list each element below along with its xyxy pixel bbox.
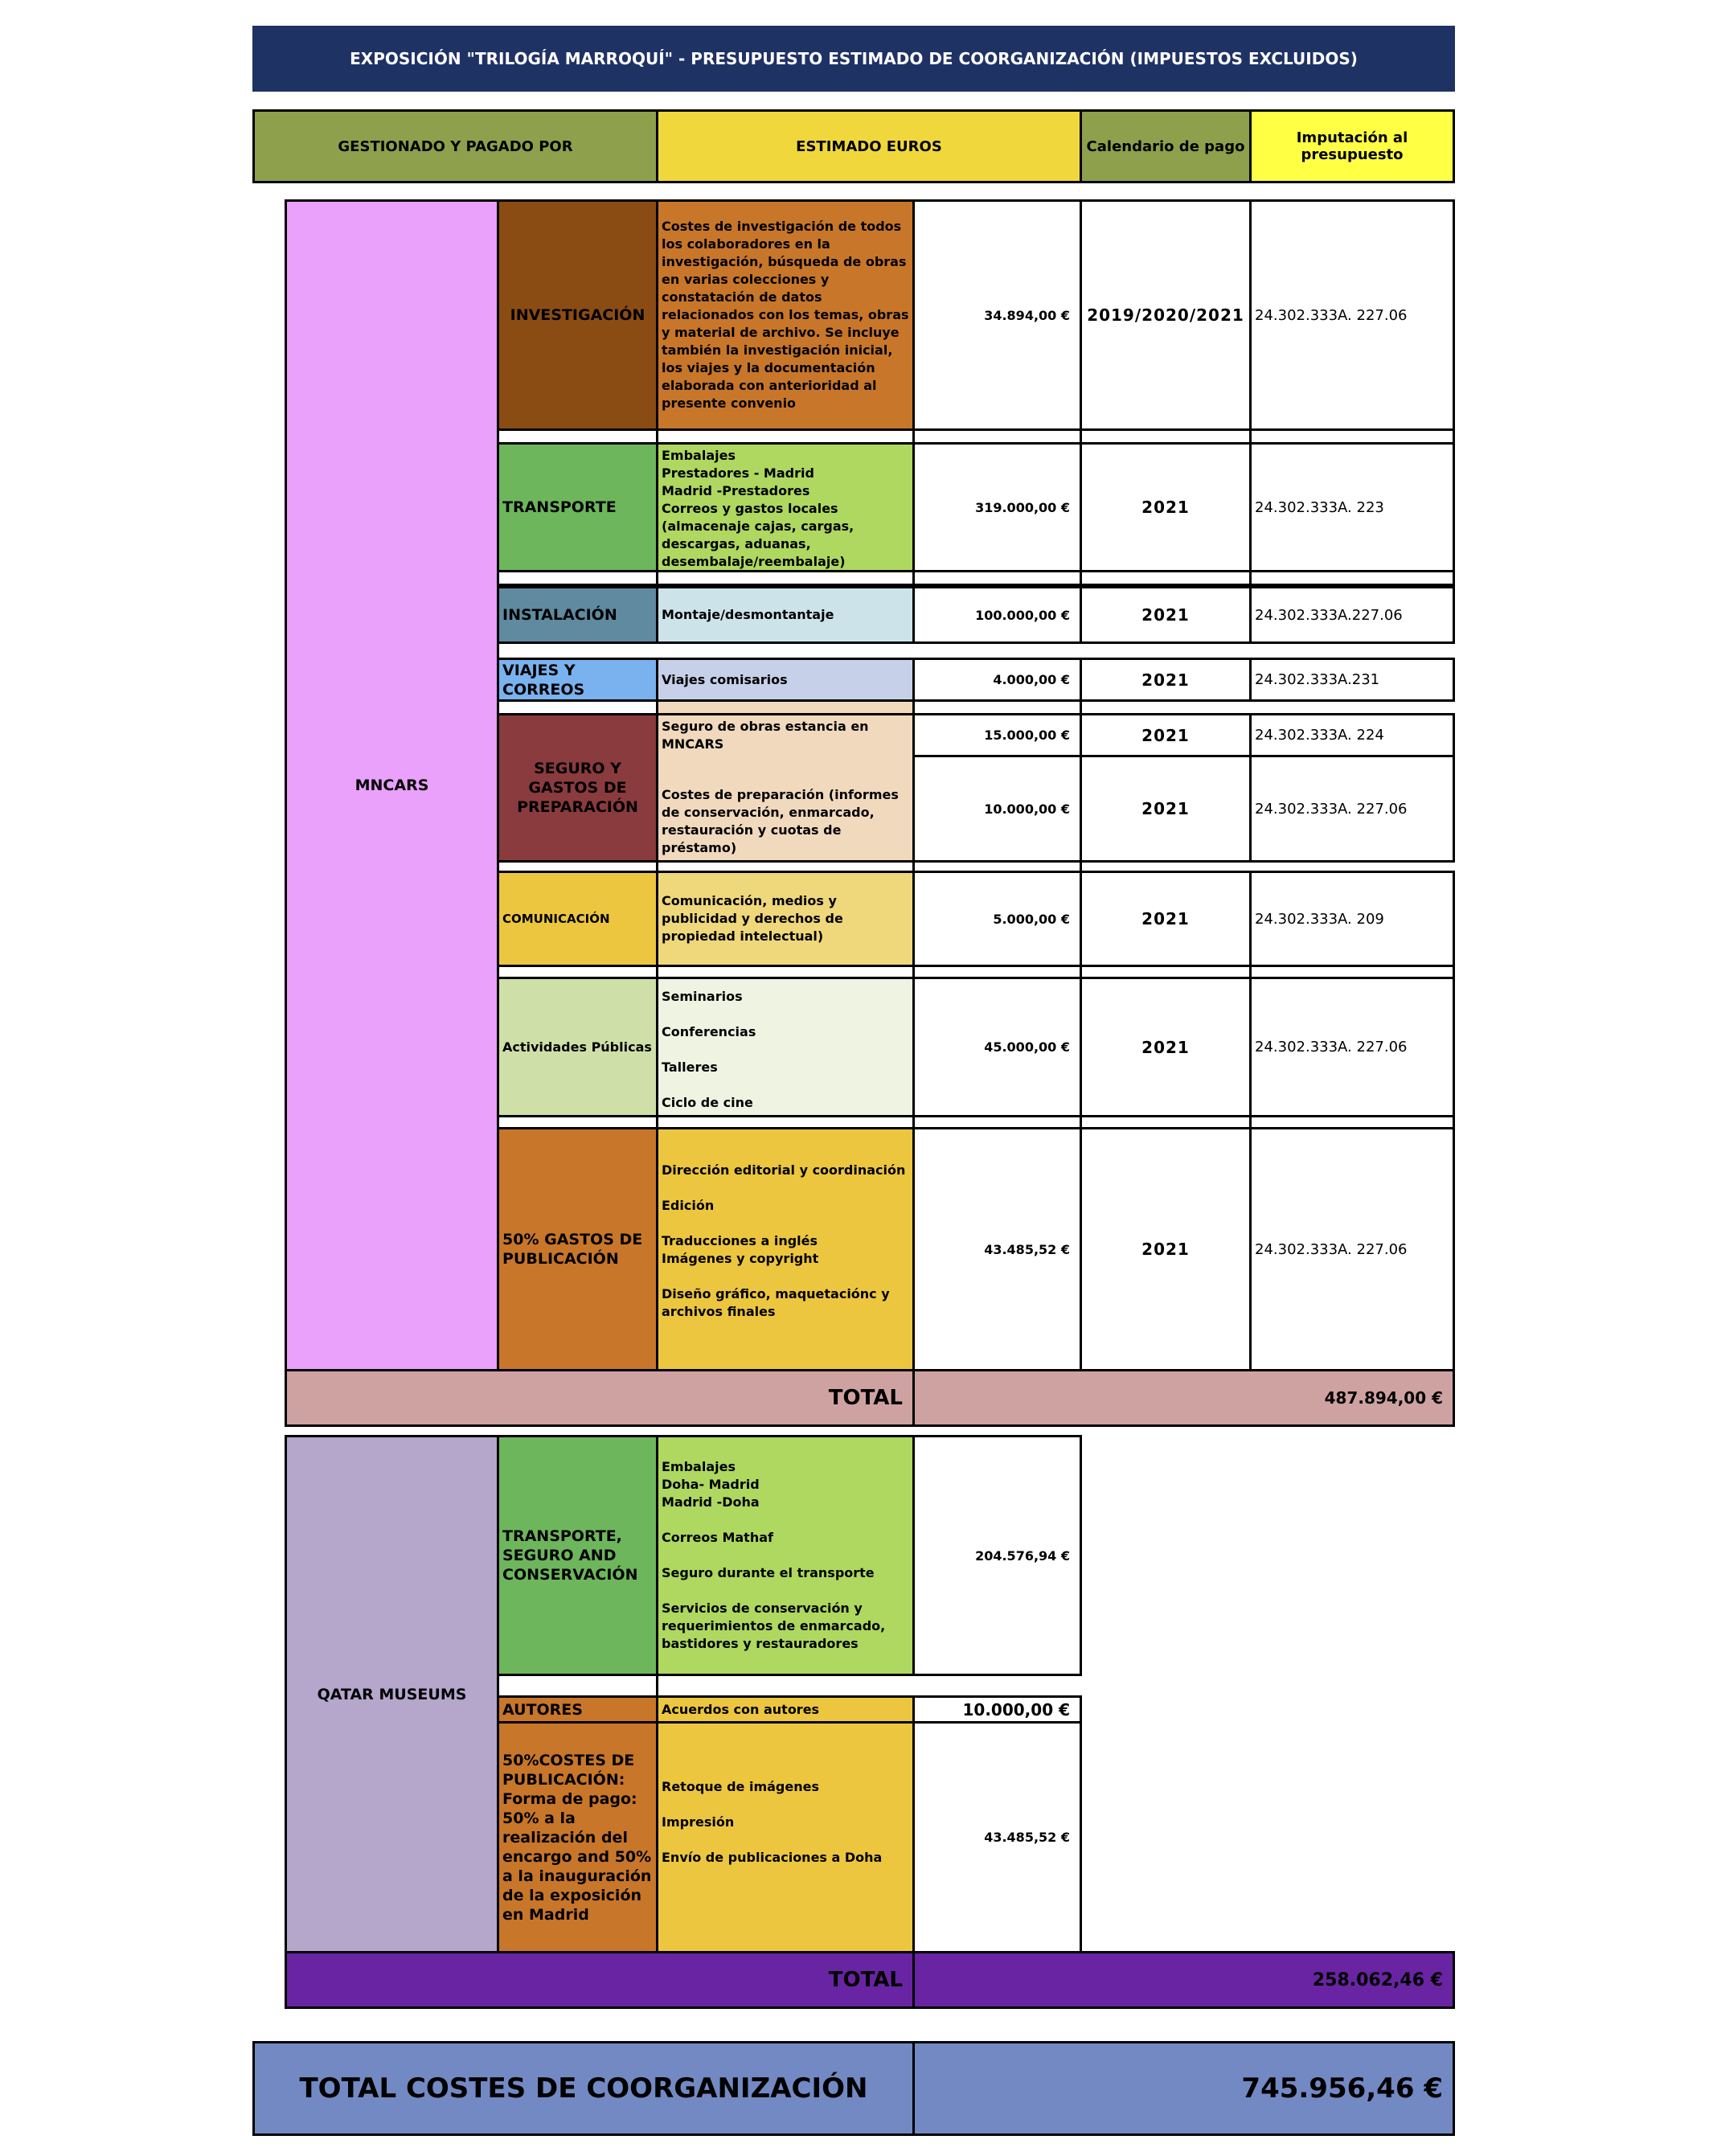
code-value: 24.302.333A. 227.06	[1255, 1240, 1408, 1258]
qatar-label-cell	[285, 1435, 499, 1953]
spacer-row	[497, 570, 658, 586]
code-preparacion	[1249, 755, 1455, 863]
amount-actividades	[912, 977, 1082, 1117]
year-comunicacion	[1080, 871, 1252, 967]
category-label: COMUNICACIÓN	[502, 912, 610, 926]
description-line: Impresión	[662, 1814, 735, 1830]
qatar-total-label-cell	[285, 1951, 915, 2009]
amount-autores	[912, 1695, 1082, 1724]
description-line: Madrid -Doha	[662, 1494, 760, 1510]
code-investigacion	[1249, 199, 1455, 431]
code-value: 24.302.333A. 224	[1255, 727, 1384, 744]
description-actividades	[656, 977, 915, 1117]
code-viajes	[1249, 658, 1455, 702]
category-label: TRANSPORTE	[502, 498, 617, 516]
code-actividades	[1249, 977, 1455, 1117]
category-transporte	[497, 442, 658, 572]
description-investigacion	[656, 199, 915, 431]
category-label: AUTORES	[502, 1700, 583, 1719]
description-line: Diseño gráfico, maquetaciónc y archivos finales	[662, 1286, 890, 1319]
mncars-total-value: 487.894,00 €	[1324, 1388, 1443, 1408]
year-publicacion	[1080, 1127, 1252, 1371]
qatar-label: QATAR MUSEUMS	[317, 1685, 467, 1703]
description-line: Acuerdos con autores	[662, 1701, 820, 1717]
year-value: 2021	[1141, 1240, 1190, 1259]
description-line: Costes de preparación (informes de conservación, enmarcado, restauración y cuotas de préstamo)	[662, 787, 899, 855]
amount-qatar-transporte	[912, 1435, 1082, 1676]
category-investigacion	[497, 199, 658, 431]
amount-value: 43.485,52 €	[984, 1830, 1070, 1845]
amount-investigacion	[912, 199, 1082, 431]
qatar-total-value-cell	[912, 1951, 1455, 2009]
code-value: 24.302.333A. 227.06	[1255, 306, 1408, 324]
amount-value: 43.485,52 €	[984, 1241, 1070, 1257]
year-value: 2019/2020/2021	[1087, 305, 1244, 325]
code-transporte	[1249, 442, 1455, 572]
amount-value: 5.000,00 €	[993, 911, 1070, 927]
year-seguro	[1080, 713, 1252, 757]
amount-value: 45.000,00 €	[984, 1039, 1070, 1055]
page-title	[252, 26, 1455, 92]
year-value: 2021	[1141, 1037, 1190, 1057]
description-line: Madrid -Prestadores	[662, 483, 810, 498]
amount-publicacion	[912, 1127, 1082, 1371]
description-line: Dirección editorial y coordinación	[662, 1162, 906, 1178]
spacer-row	[656, 570, 915, 586]
amount-viajes	[912, 658, 1082, 702]
category-viajes-y-correos	[497, 658, 658, 702]
grand-total-label: TOTAL COSTES DE COORGANIZACIÓN	[299, 2072, 868, 2105]
description-line: Edición	[662, 1198, 715, 1213]
category-label: TRANSPORTE, SEGURO AND CONSERVACIÓN	[502, 1527, 638, 1584]
header-managed-by	[252, 109, 658, 183]
header-managed-by-label: GESTIONADO Y PAGADO POR	[338, 137, 573, 155]
code-comunicacion	[1249, 871, 1455, 967]
code-value: 24.302.333A.231	[1255, 671, 1380, 688]
header-schedule	[1080, 109, 1252, 183]
year-viajes	[1080, 658, 1252, 702]
grand-total-value: 745.956,46 €	[1241, 2072, 1443, 2105]
amount-value: 10.000,00 €	[962, 1699, 1070, 1719]
amount-value: 10.000,00 €	[984, 801, 1070, 817]
year-transporte	[1080, 442, 1252, 572]
description-line: Doha- Madrid	[662, 1477, 760, 1492]
category-autores	[497, 1695, 658, 1724]
amount-seguro	[912, 713, 1082, 757]
description-line: Viajes comisarios	[662, 671, 788, 687]
mncars-label: MNCARS	[355, 777, 429, 794]
description-line: Talleres	[662, 1060, 718, 1075]
description-transporte	[656, 442, 915, 572]
grand-total-label-cell	[252, 2041, 915, 2136]
amount-value: 100.000,00 €	[975, 607, 1070, 623]
description-line: Embalajes	[662, 1459, 736, 1474]
description-line: Seguro durante el transporte	[662, 1565, 875, 1580]
amount-value: 4.000,00 €	[993, 672, 1070, 687]
code-value: 24.302.333A. 209	[1255, 910, 1384, 928]
description-line: Costes de investigación de todos los colaboradores en la investigación, búsqueda de obras en varias colecciones y constatación de datos relacionados con los temas, obras y material de archivo. Se incluye también la investigación inicial, los viajes y la documentación elaborada con anterioridad al presente convenio	[662, 219, 909, 411]
spacer-row	[1080, 570, 1252, 586]
amount-value: 319.000,00 €	[975, 499, 1070, 515]
description-viajes	[656, 658, 915, 702]
description-line: Seminarios	[662, 989, 743, 1004]
year-value: 2021	[1141, 670, 1190, 690]
mncars-total-label: TOTAL	[828, 1386, 903, 1410]
year-preparacion	[1080, 755, 1252, 863]
category-costes-publicacion	[497, 1721, 658, 1953]
category-label: Actividades Públicas	[502, 1039, 652, 1055]
description-line: Embalajes	[662, 448, 736, 463]
description-autores	[656, 1695, 915, 1724]
code-value: 24.302.333A. 223	[1255, 498, 1384, 516]
header-imputation-label: Imputación al presupuesto	[1296, 129, 1408, 163]
amount-instalacion	[912, 586, 1082, 644]
description-line: Correos y gastos locales (almacenaje cajas, cargas, descargas, aduanas, desembalaje/reembalaje)	[662, 501, 854, 569]
description-instalacion	[656, 586, 915, 644]
category-label: INVESTIGACIÓN	[510, 306, 645, 324]
description-line: Servicios de conservación y requerimientos de enmarcado, bastidores y restauradores	[662, 1601, 886, 1651]
description-comunicacion	[656, 871, 915, 967]
description-line: Ciclo de cine	[662, 1095, 753, 1110]
description-line: Comunicación, medios y publicidad y derechos de propiedad intelectual)	[662, 893, 843, 944]
description-publicacion	[656, 1127, 915, 1371]
mncars-total-value-cell	[912, 1369, 1455, 1427]
spacer-row	[497, 1674, 658, 1698]
year-value: 2021	[1141, 498, 1190, 517]
amount-comunicacion	[912, 871, 1082, 967]
amount-value: 204.576,94 €	[975, 1547, 1070, 1564]
year-value: 2021	[1141, 909, 1190, 928]
header-estimated	[656, 109, 1082, 183]
amount-costes-publicacion	[912, 1721, 1082, 1953]
qatar-total-value: 258.062,46 €	[1312, 1970, 1443, 1990]
category-label: INSTALACIÓN	[502, 606, 617, 624]
category-label: 50% GASTOS DE PUBLICACIÓN	[502, 1231, 643, 1268]
code-value: 24.302.333A.227.06	[1255, 606, 1403, 624]
year-investigacion	[1080, 199, 1252, 431]
amount-value: 15.000,00 €	[984, 728, 1070, 743]
spacer-row	[1249, 570, 1455, 586]
description-line: Prestadores - Madrid	[662, 465, 814, 481]
category-transporte-seguro-conservacion	[497, 1435, 658, 1676]
grand-total-value-cell	[912, 2041, 1455, 2136]
qatar-total-label: TOTAL	[828, 1968, 903, 1992]
description-line: Traducciones a inglés	[662, 1233, 818, 1248]
spacer-row	[912, 570, 1082, 586]
category-label: 50%COSTES DE PUBLICACIÓN: Forma de pago: 50% a la realización del encargo and 50% a la inauguración de la exposición en Madrid	[502, 1751, 652, 1924]
category-actividades-publicas	[497, 977, 658, 1117]
year-value: 2021	[1141, 799, 1190, 818]
year-value: 2021	[1141, 725, 1190, 745]
year-instalacion	[1080, 586, 1252, 644]
category-label: VIAJES Y CORREOS	[502, 661, 585, 699]
description-qatar-transporte	[656, 1435, 915, 1676]
description-line: Imágenes y copyright	[662, 1251, 819, 1266]
amount-value: 34.894,00 €	[984, 307, 1070, 323]
code-instalacion	[1249, 586, 1455, 644]
header-estimated-label: ESTIMADO EUROS	[796, 137, 942, 155]
description-line: Montaje/desmontantaje	[662, 607, 834, 622]
description-line: Seguro de obras estancia en MNCARS	[662, 719, 869, 752]
mncars-total-label-cell	[285, 1369, 915, 1427]
category-gastos-publicacion	[497, 1127, 658, 1371]
description-seguro	[656, 713, 915, 863]
category-label: SEGURO Y GASTOS DE PREPARACIÓN	[517, 760, 638, 816]
mncars-label-cell	[285, 199, 499, 1371]
category-comunicacion	[497, 871, 658, 967]
amount-preparacion	[912, 755, 1082, 863]
category-instalacion	[497, 586, 658, 644]
year-actividades	[1080, 977, 1252, 1117]
year-value: 2021	[1141, 605, 1190, 625]
code-seguro	[1249, 713, 1455, 757]
description-line: Conferencias	[662, 1024, 756, 1039]
header-imputation	[1249, 109, 1455, 183]
header-schedule-label: Calendario de pago	[1086, 137, 1245, 155]
category-seguro	[497, 713, 658, 863]
code-publicacion	[1249, 1127, 1455, 1371]
code-value: 24.302.333A. 227.06	[1255, 800, 1408, 818]
description-line: Retoque de imágenes	[662, 1779, 819, 1794]
amount-transporte	[912, 442, 1082, 572]
description-costes-publicacion	[656, 1721, 915, 1953]
page-title-text: EXPOSICIÓN "TRILOGÍA MARROQUÍ" - PRESUPUESTO ESTIMADO DE COORGANIZACIÓN (IMPUESTOS EXCLUIDOS)	[350, 49, 1358, 68]
code-value: 24.302.333A. 227.06	[1255, 1039, 1408, 1055]
description-line: Envío de publicaciones a Doha	[662, 1850, 883, 1865]
description-line: Correos Mathaf	[662, 1530, 773, 1545]
